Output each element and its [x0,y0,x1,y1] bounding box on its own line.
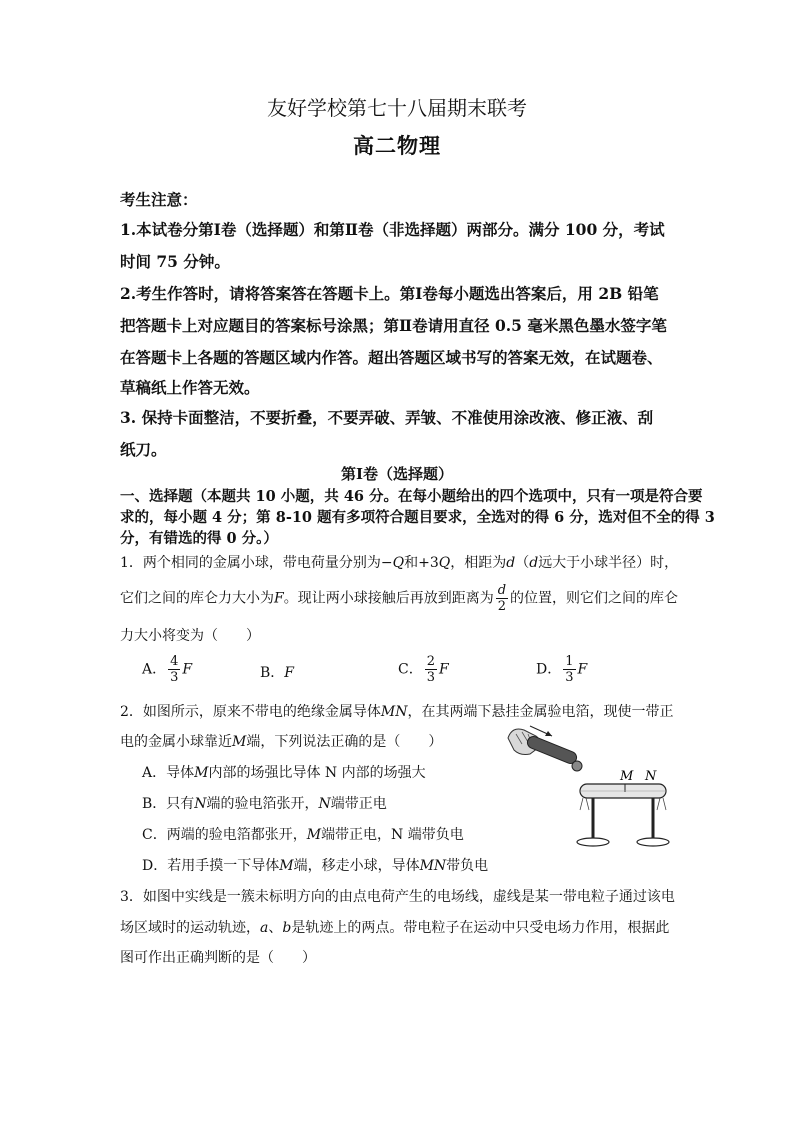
notice-title: 考生注意： [120,190,198,209]
q1-text: 。现让两小球接触后再放到距离为 [283,590,494,607]
section-intro: 一、选择题（本题共 10 小题，共 46 分。在每小题给出的四个选项中，只有一项是符合要 [120,488,703,505]
label-m: M [620,769,634,784]
option-d: D． $\frac{1}{3}$ F [536,654,588,685]
charged-rod-icon [526,735,582,771]
question-1-line [120,552,678,572]
notice-line: 草稿纸上作答无效。 [120,378,260,397]
fraction: $\frac{2}{3}$ [426,654,435,685]
q1-text: ，相距为 [450,555,507,571]
question-2-line: 电的金属小球靠近M端，下列说法正确的是（ ） [120,734,443,750]
section-intro: 求的，每小题 4 分；第 8-10 题有多项符合题目要求，全选对的得 6 分，选对但不全的得 3 [120,509,715,526]
fraction: $\frac{1}{3}$ [565,654,574,685]
option-c: C． $\frac{2}{3}$ F [398,654,449,685]
subject-title: 高二物理 [353,133,441,158]
notice-line: 纸刀。 [120,440,167,459]
exam-title: 友好学校第七十八届期末联考 [267,96,527,120]
conductor-mn [580,784,666,798]
q1-var: Q [438,555,451,571]
notice-line: 把答题卡上对应题目的答案标号涂黑；第Ⅱ卷请用直径 0.5 毫米黑色墨水签字笔 [120,316,667,335]
section-title: 第Ⅰ卷（选择题） [340,465,454,483]
question-2-line: 2．如图所示，原来不带电的绝缘金属导体MN，在其两端下悬挂金属验电箔，现使一带正 [120,704,674,720]
q2-option-b: B．只有N端的验电箔张开，N端带正电 [142,796,387,812]
stand-icon [577,798,669,846]
question-1-line: 力大小将变为（ ） [120,628,260,644]
fraction: $\frac{4}{3}$ [170,654,179,685]
q1-var: d [529,555,539,571]
option-b: B．F [260,665,295,681]
notice-line: 时间 75 分钟。 [120,252,230,271]
q1-text: 的位置，则它们之间的库仑 [510,590,679,607]
q1-text: 和+3 [404,555,439,571]
electroscope-figure [500,722,690,857]
notice-line: 2.考生作答时，请将答案答在答题卡上。第Ⅰ卷每小题选出答案后，用 2B 铅笔 [120,284,659,303]
q1-var: d [506,555,516,571]
q1-text: 它们之间的库仑力大小为 [120,590,274,607]
q1-var: F [274,590,284,607]
notice-line: 1.本试卷分第Ⅰ卷（选择题）和第Ⅱ卷（非选择题）两部分。满分 100 分，考试 [120,220,665,239]
q2-option-d: D．若用手摸一下导体M端，移走小球，导体MN带负电 [142,858,489,874]
option-a: A． $\frac{4}{3}$ F [142,654,193,685]
q2-option-c: C．两端的验电箔都张开，M端带正电，N 端带负电 [142,827,464,843]
question-3-line: 图可作出正确判断的是（ ） [120,950,316,966]
notice-line: 3. 保持卡面整洁，不要折叠，不要弄破、弄皱、不准使用涂改液、修正液、刮 [120,408,654,427]
question-3-line: 场区域时的运动轨迹，a、b是轨迹上的两点。带电粒子在运动中只受电场力作用，根据此 [120,920,670,936]
q1-text: 远大于小球半径）时， [538,555,679,571]
q1-text: 1．两个相同的金属小球，带电荷量分别为− [120,555,393,571]
question-1-line [120,584,678,613]
fraction-d-over-2: $\frac{d}{2}$ [497,583,507,614]
question-3-line: 3．如图中实线是一簇未标明方向的由点电荷产生的电场线，虚线是某一带电粒子通过该电 [120,889,675,905]
notice-line: 在答题卡上各题的答题区域内作答。超出答题区域书写的答案无效，在试题卷、 [120,348,663,367]
q2-option-a: A．导体M内部的场强比导体 N 内部的场强大 [142,765,426,781]
label-n: N [645,769,657,784]
section-intro: 分，有错选的得 0 分。） [120,530,278,547]
q1-var: Q [392,555,405,571]
q1-text: （ [515,555,530,571]
